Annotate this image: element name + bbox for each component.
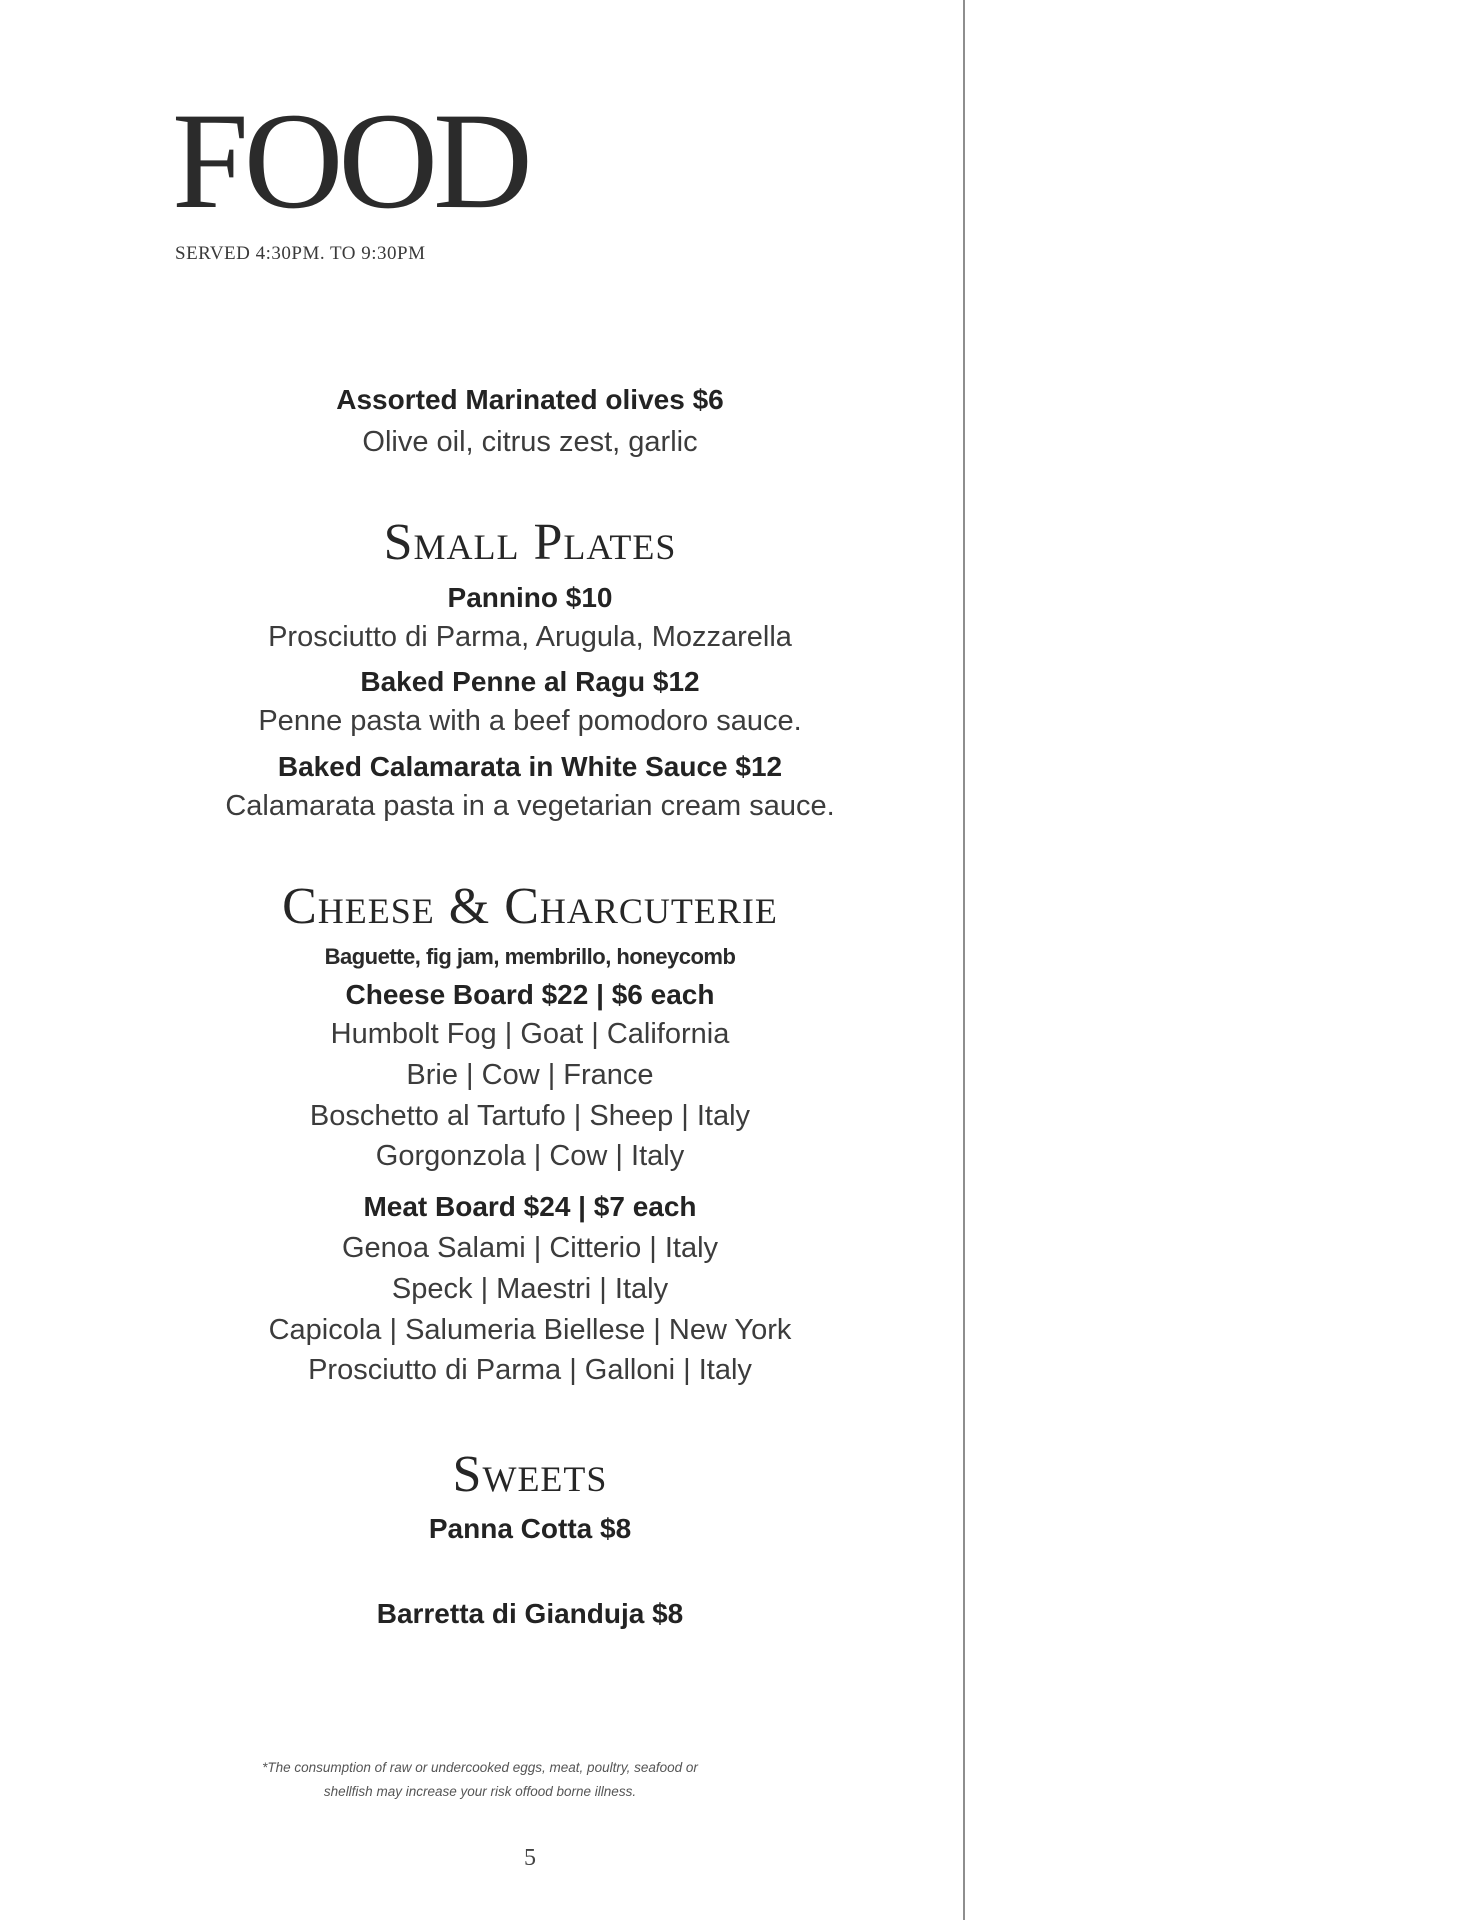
meat-list-item: Prosciutto di Parma | Galloni | Italy (308, 1354, 752, 1386)
meat-list-item: Capicola | Salumeria Biellese | New York (268, 1314, 792, 1346)
menu-item-description: Penne pasta with a beef pomodoro sauce. (258, 705, 802, 737)
menu-item-name: Pannino $10 (447, 582, 613, 613)
section-note: Baguette, fig jam, membrillo, honeycomb (324, 944, 736, 969)
cheese-list-item: Boschetto al Tartufo | Sheep | Italy (309, 1100, 751, 1132)
menu-item-name: Baked Calamarata in White Sauce $12 (277, 751, 783, 782)
service-hours: SERVED 4:30PM. TO 9:30PM (175, 243, 426, 264)
starter-item-name: Assorted Marinated olives $6 (336, 384, 724, 415)
cheese-list-item: Brie | Cow | France (406, 1059, 654, 1091)
vertical-divider (963, 0, 965, 1920)
cheese-board-name: Cheese Board $22 | $6 each (345, 979, 715, 1010)
section-heading-cheese-charcuterie: Cheese & Charcuterie (282, 878, 778, 935)
food-safety-disclaimer (250, 1756, 710, 1804)
disclaimer-line: *The consumption of raw or undercooked eggs, meat, poultry, seafood or (262, 1760, 698, 1775)
cheese-list-item: Humbolt Fog | Goat | California (330, 1018, 730, 1050)
cheese-list-item: Gorgonzola | Cow | Italy (375, 1140, 685, 1172)
page-number: 5 (524, 1845, 536, 1871)
starter-item-description: Olive oil, citrus zest, garlic (362, 426, 698, 458)
sweet-item-name: Panna Cotta $8 (428, 1513, 632, 1544)
meat-board-name: Meat Board $24 | $7 each (363, 1191, 697, 1222)
section-heading-small-plates: Small Plates (383, 514, 677, 571)
meat-list-item: Speck | Maestri | Italy (391, 1273, 669, 1305)
disclaimer-line: shellfish may increase your risk offood borne illness. (323, 1784, 637, 1799)
menu-item-description: Calamarata pasta in a vegetarian cream sauce. (225, 790, 835, 822)
sweet-item-name: Barretta di Gianduja $8 (376, 1598, 684, 1629)
menu-column (180, 0, 880, 1920)
menu-item-name: Baked Penne al Ragu $12 (360, 666, 700, 697)
meat-list-item: Genoa Salami | Citterio | Italy (341, 1232, 719, 1264)
section-heading-sweets: Sweets (452, 1446, 608, 1503)
page-title: FOOD (172, 84, 528, 237)
menu-item-description: Prosciutto di Parma, Arugula, Mozzarella (268, 621, 792, 653)
